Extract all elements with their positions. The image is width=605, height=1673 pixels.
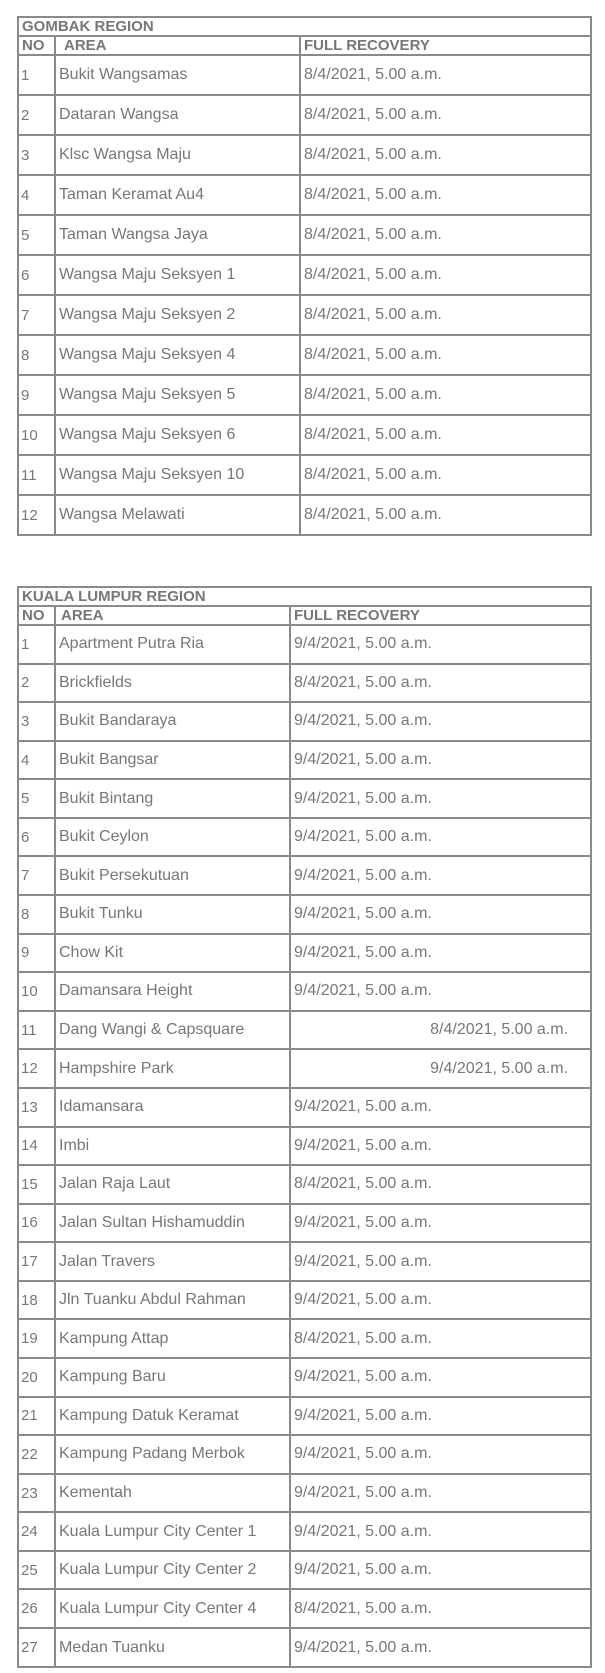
row-full-recovery: 9/4/2021, 5.00 a.m.	[290, 895, 591, 934]
row-number: 10	[18, 415, 55, 455]
row-area: Kampung Baru	[55, 1358, 290, 1397]
row-number: 9	[18, 934, 55, 973]
table-row	[18, 895, 591, 934]
row-area: Bukit Bintang	[55, 779, 290, 818]
row-full-recovery: 9/4/2021, 5.00 a.m.	[290, 625, 591, 664]
row-number: 6	[18, 255, 55, 295]
row-number: 17	[18, 1242, 55, 1281]
row-number: 14	[18, 1127, 55, 1166]
row-number: 2	[18, 664, 55, 703]
row-number: 20	[18, 1358, 55, 1397]
row-area: Kuala Lumpur City Center 4	[55, 1589, 290, 1628]
row-area: Kementah	[55, 1474, 290, 1513]
row-number: 23	[18, 1474, 55, 1513]
row-number: 3	[18, 135, 55, 175]
row-number: 9	[18, 375, 55, 415]
row-area: Kampung Attap	[55, 1319, 290, 1358]
row-number: 7	[18, 295, 55, 335]
gombak-region-table	[17, 16, 592, 536]
row-full-recovery: 8/4/2021, 5.00 a.m.	[300, 295, 591, 335]
row-full-recovery: 8/4/2021, 5.00 a.m.	[300, 495, 591, 535]
table-row	[18, 818, 591, 857]
row-area: Damansara Height	[55, 972, 290, 1011]
row-number: 8	[18, 895, 55, 934]
table-row	[18, 1397, 591, 1436]
row-full-recovery: 9/4/2021, 5.00 a.m.	[290, 1242, 591, 1281]
row-number: 27	[18, 1628, 55, 1667]
row-number: 4	[18, 741, 55, 780]
row-number: 5	[18, 779, 55, 818]
row-full-recovery: 9/4/2021, 5.00 a.m.	[290, 856, 591, 895]
row-number: 12	[18, 495, 55, 535]
row-full-recovery: 9/4/2021, 5.00 a.m.	[290, 1049, 591, 1088]
row-full-recovery: 9/4/2021, 5.00 a.m.	[290, 1281, 591, 1320]
table-row	[18, 1512, 591, 1551]
row-full-recovery: 9/4/2021, 5.00 a.m.	[290, 1358, 591, 1397]
row-area: Wangsa Maju Seksyen 6	[55, 415, 300, 455]
row-number: 1	[18, 625, 55, 664]
row-area: Bukit Ceylon	[55, 818, 290, 857]
row-full-recovery: 9/4/2021, 5.00 a.m.	[290, 1474, 591, 1513]
row-full-recovery: 8/4/2021, 5.00 a.m.	[290, 1011, 591, 1050]
row-number: 16	[18, 1204, 55, 1243]
row-full-recovery: 8/4/2021, 5.00 a.m.	[300, 255, 591, 295]
row-area: Bukit Bandaraya	[55, 702, 290, 741]
table-row	[18, 455, 591, 495]
row-number: 5	[18, 215, 55, 255]
row-number: 19	[18, 1319, 55, 1358]
column-header-no: NO	[18, 36, 55, 55]
table-row	[18, 1435, 591, 1474]
row-area: Bukit Persekutuan	[55, 856, 290, 895]
row-number: 1	[18, 55, 55, 95]
row-number: 4	[18, 175, 55, 215]
row-full-recovery: 9/4/2021, 5.00 a.m.	[290, 741, 591, 780]
table-row	[18, 1319, 591, 1358]
table-row	[18, 1049, 591, 1088]
row-area: Wangsa Maju Seksyen 1	[55, 255, 300, 295]
table-title: KUALA LUMPUR REGION	[18, 587, 591, 606]
row-area: Kuala Lumpur City Center 1	[55, 1512, 290, 1551]
row-area: Medan Tuanku	[55, 1628, 290, 1667]
table-row	[18, 625, 591, 664]
row-number: 26	[18, 1589, 55, 1628]
table-row	[18, 1127, 591, 1166]
row-area: Bukit Tunku	[55, 895, 290, 934]
table-row	[18, 135, 591, 175]
row-full-recovery: 9/4/2021, 5.00 a.m.	[290, 1435, 591, 1474]
row-full-recovery: 9/4/2021, 5.00 a.m.	[290, 1127, 591, 1166]
row-full-recovery: 8/4/2021, 5.00 a.m.	[300, 455, 591, 495]
row-full-recovery: 8/4/2021, 5.00 a.m.	[300, 375, 591, 415]
column-header-area: AREA	[55, 606, 290, 625]
row-full-recovery: 9/4/2021, 5.00 a.m.	[290, 934, 591, 973]
table-row	[18, 1358, 591, 1397]
row-full-recovery: 9/4/2021, 5.00 a.m.	[290, 1397, 591, 1436]
table-row	[18, 415, 591, 455]
table-row	[18, 375, 591, 415]
kuala-lumpur-region-table	[17, 586, 592, 1668]
table-row	[18, 779, 591, 818]
row-area: Klsc Wangsa Maju	[55, 135, 300, 175]
table-row	[18, 335, 591, 375]
table-row	[18, 1551, 591, 1590]
row-area: Chow Kit	[55, 934, 290, 973]
table-row	[18, 95, 591, 135]
row-area: Taman Keramat Au4	[55, 175, 300, 215]
row-area: Wangsa Melawati	[55, 495, 300, 535]
row-full-recovery: 9/4/2021, 5.00 a.m.	[290, 818, 591, 857]
table-row	[18, 55, 591, 95]
table-row	[18, 495, 591, 535]
row-number: 3	[18, 702, 55, 741]
row-area: Kampung Padang Merbok	[55, 1435, 290, 1474]
table-row	[18, 702, 591, 741]
row-number: 12	[18, 1049, 55, 1088]
row-number: 6	[18, 818, 55, 857]
row-area: Wangsa Maju Seksyen 5	[55, 375, 300, 415]
row-area: Idamansara	[55, 1088, 290, 1127]
row-full-recovery: 8/4/2021, 5.00 a.m.	[290, 1319, 591, 1358]
row-number: 8	[18, 335, 55, 375]
row-number: 21	[18, 1397, 55, 1436]
row-full-recovery: 9/4/2021, 5.00 a.m.	[290, 1512, 591, 1551]
row-full-recovery: 8/4/2021, 5.00 a.m.	[300, 135, 591, 175]
row-full-recovery: 9/4/2021, 5.00 a.m.	[290, 972, 591, 1011]
row-full-recovery: 8/4/2021, 5.00 a.m.	[300, 95, 591, 135]
column-header-full-recovery: FULL RECOVERY	[300, 36, 591, 55]
row-area: Hampshire Park	[55, 1049, 290, 1088]
table-row	[18, 972, 591, 1011]
row-area: Dataran Wangsa	[55, 95, 300, 135]
row-area: Kampung Datuk Keramat	[55, 1397, 290, 1436]
row-number: 18	[18, 1281, 55, 1320]
row-number: 10	[18, 972, 55, 1011]
table-row	[18, 1589, 591, 1628]
row-area: Bukit Bangsar	[55, 741, 290, 780]
row-full-recovery: 8/4/2021, 5.00 a.m.	[290, 664, 591, 703]
table-row	[18, 664, 591, 703]
row-full-recovery: 9/4/2021, 5.00 a.m.	[290, 1551, 591, 1590]
table-row	[18, 1165, 591, 1204]
row-area: Wangsa Maju Seksyen 2	[55, 295, 300, 335]
row-area: Wangsa Maju Seksyen 4	[55, 335, 300, 375]
row-area: Jln Tuanku Abdul Rahman	[55, 1281, 290, 1320]
row-full-recovery: 9/4/2021, 5.00 a.m.	[290, 1628, 591, 1667]
row-area: Jalan Sultan Hishamuddin	[55, 1204, 290, 1243]
column-header-no: NO	[18, 606, 55, 625]
row-number: 24	[18, 1512, 55, 1551]
row-number: 22	[18, 1435, 55, 1474]
column-header-area: AREA	[55, 36, 300, 55]
row-number: 11	[18, 1011, 55, 1050]
table-row	[18, 1204, 591, 1243]
row-area: Imbi	[55, 1127, 290, 1166]
row-area: Kuala Lumpur City Center 2	[55, 1551, 290, 1590]
table-row	[18, 1474, 591, 1513]
row-full-recovery: 8/4/2021, 5.00 a.m.	[300, 175, 591, 215]
table-row	[18, 255, 591, 295]
row-area: Dang Wangi & Capsquare	[55, 1011, 290, 1050]
row-number: 15	[18, 1165, 55, 1204]
row-full-recovery: 9/4/2021, 5.00 a.m.	[290, 779, 591, 818]
row-number: 2	[18, 95, 55, 135]
row-full-recovery: 8/4/2021, 5.00 a.m.	[300, 335, 591, 375]
row-full-recovery: 8/4/2021, 5.00 a.m.	[290, 1165, 591, 1204]
table-row	[18, 175, 591, 215]
row-full-recovery: 8/4/2021, 5.00 a.m.	[290, 1589, 591, 1628]
table-row	[18, 934, 591, 973]
row-number: 13	[18, 1088, 55, 1127]
row-area: Taman Wangsa Jaya	[55, 215, 300, 255]
row-area: Brickfields	[55, 664, 290, 703]
row-area: Jalan Raja Laut	[55, 1165, 290, 1204]
table-row	[18, 856, 591, 895]
row-full-recovery: 9/4/2021, 5.00 a.m.	[290, 702, 591, 741]
row-area: Jalan Travers	[55, 1242, 290, 1281]
row-full-recovery: 9/4/2021, 5.00 a.m.	[290, 1088, 591, 1127]
row-full-recovery: 8/4/2021, 5.00 a.m.	[300, 415, 591, 455]
table-title: GOMBAK REGION	[18, 17, 591, 36]
column-header-full-recovery: FULL RECOVERY	[290, 606, 591, 625]
table-row	[18, 741, 591, 780]
row-full-recovery: 9/4/2021, 5.00 a.m.	[290, 1204, 591, 1243]
row-full-recovery: 8/4/2021, 5.00 a.m.	[300, 215, 591, 255]
table-row	[18, 1281, 591, 1320]
table-row	[18, 1011, 591, 1050]
table-row	[18, 215, 591, 255]
row-number: 11	[18, 455, 55, 495]
row-number: 25	[18, 1551, 55, 1590]
row-area: Wangsa Maju Seksyen 10	[55, 455, 300, 495]
row-full-recovery: 8/4/2021, 5.00 a.m.	[300, 55, 591, 95]
table-row	[18, 1088, 591, 1127]
row-number: 7	[18, 856, 55, 895]
table-row	[18, 1242, 591, 1281]
table-row	[18, 295, 591, 335]
row-area: Apartment Putra Ria	[55, 625, 290, 664]
row-area: Bukit Wangsamas	[55, 55, 300, 95]
table-row	[18, 1628, 591, 1667]
